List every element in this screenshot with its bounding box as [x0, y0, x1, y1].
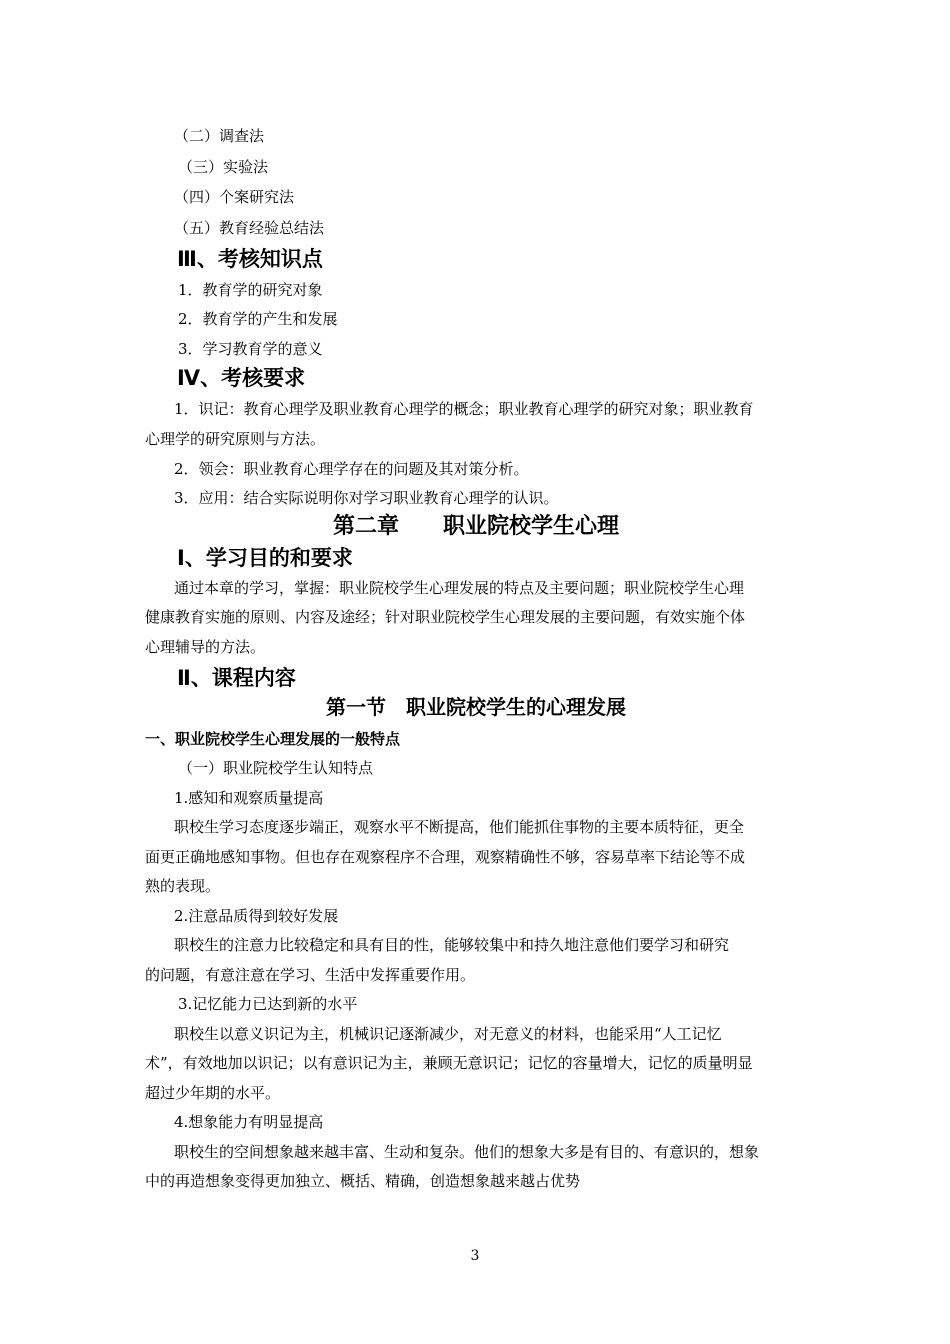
text-line: 的问题，有意注意在学习、生活中发挥重要作用。 [145, 966, 476, 984]
page-number: 3 [470, 1248, 480, 1264]
text-line: 1．识记：教育心理学及职业教育心理学的概念；职业教育心理学的研究对象；职业教育 [174, 400, 754, 418]
text-line: 4.想象能力有明显提高 [174, 1113, 324, 1131]
heading-course-content: Ⅱ、课程内容 [177, 666, 296, 690]
text-line: 面更正确地感知事物。但也存在观察程序不合理，观察精确性不够，容易草率下结论等不成 [145, 848, 746, 866]
text-line: （二）调查法 [174, 127, 265, 145]
text-line: 3．学习教育学的意义 [178, 340, 323, 358]
text-line: 职校生的空间想象越来越丰富、生动和复杂。他们的想象大多是有目的、有意识的，想象 [174, 1143, 760, 1161]
section-title: 第一节 职业院校学生的心理发展 [326, 695, 626, 719]
text-line: 职校生学习态度逐步端正，观察水平不断提高，他们能抓住事物的主要本质特征，更全 [174, 818, 745, 836]
subheading: 一、职业院校学生心理发展的一般特点 [145, 730, 401, 748]
text-line: （一）职业院校学生认知特点 [178, 759, 374, 777]
text-line: 熟的表现。 [145, 877, 221, 895]
text-line: 1．教育学的研究对象 [178, 281, 323, 299]
text-line: 心理学的研究原则与方法。 [145, 430, 326, 448]
text-line: 1.感知和观察质量提高 [174, 789, 324, 807]
text-line: 职校生以意义识记为主，机械识记逐渐减少，对无意义的材料，也能采用“人工记忆 [174, 1025, 722, 1043]
text-line: 职校生的注意力比较稳定和具有目的性，能够较集中和持久地注意他们要学习和研究 [174, 936, 730, 954]
text-line: （五）教育经验总结法 [174, 219, 325, 237]
text-line: 3．应用：结合实际说明你对学习职业教育心理学的认识。 [174, 489, 559, 507]
text-line: 2．领会：职业教育心理学存在的问题及其对策分析。 [174, 460, 529, 478]
heading-assessment-points: Ⅲ、考核知识点 [177, 247, 323, 271]
text-line: 3.记忆能力已达到新的水平 [178, 995, 358, 1013]
text-line: 2.注意品质得到较好发展 [174, 907, 339, 925]
heading-assessment-requirements: Ⅳ、考核要求 [177, 366, 306, 390]
text-line: 通过本章的学习，掌握：职业院校学生心理发展的特点及主要问题；职业院校学生心理 [174, 579, 745, 597]
text-line: 术”，有效地加以识记；以有意识记为主，兼顾无意识记；记忆的容量增大，记忆的质量明显 [145, 1054, 753, 1072]
text-line: 2．教育学的产生和发展 [178, 310, 338, 328]
text-line: 超过少年期的水平。 [145, 1084, 281, 1102]
text-line: （四）个案研究法 [174, 188, 295, 206]
text-line: 心理辅导的方法。 [145, 638, 266, 656]
text-line: （三）实验法 [178, 158, 269, 176]
text-line: 中的再造想象变得更加独立、概括、精确，创造想象越来越占优势 [145, 1172, 581, 1190]
chapter-title: 第二章 职业院校学生心理 [332, 514, 619, 539]
text-line: 健康教育实施的原则、内容及途经；针对职业院校学生心理发展的主要问题，有效实施个体 [145, 608, 746, 626]
heading-learning-objectives: Ⅰ、学习目的和要求 [177, 546, 353, 570]
